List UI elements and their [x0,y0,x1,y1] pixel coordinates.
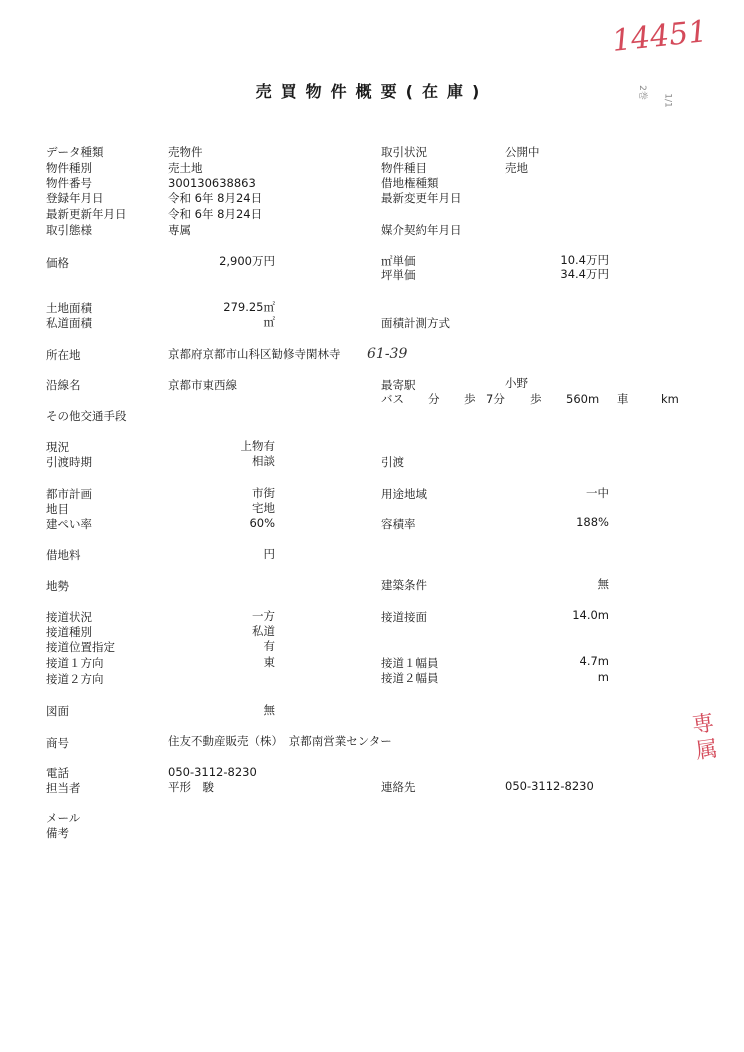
car-km-unit: km [661,392,679,406]
label-delivery-time: 引渡時期 [46,455,92,469]
label-drawing: 図面 [46,704,69,718]
label-other-transport: その他交通手段 [46,409,127,423]
value-tsubo-unit-price: 34.4万円 [560,267,609,281]
label-transaction-type: 取引態様 [46,223,92,237]
value-nearest-station: 小野 [505,376,528,390]
value-property-number: 300130638863 [168,176,256,190]
walk-distance: 560m [566,392,600,406]
value-person: 平形 駿 [168,780,214,794]
value-road-frontage: 14.0m [572,608,609,622]
label-person: 担当者 [46,781,81,795]
label-area-method: 面積計測方式 [381,316,450,330]
label-registered-date: 登録年月日 [46,191,104,205]
walk-label-1: 歩 [464,392,476,406]
value-data-type: 売物件 [168,145,203,159]
value-road2-width: m [597,670,609,684]
label-use-district: 用途地域 [381,487,427,501]
label-bus: バス [381,392,404,406]
label-road-status: 接道状況 [46,610,92,624]
value-drawing: 無 [263,703,275,717]
value-land-area: 279.25㎡ [223,300,275,314]
label-terrain: 地勢 [46,579,69,593]
label-road2-direction: 接道２方向 [46,672,104,686]
pencil-note-1: 2巻 [636,85,647,100]
value-use-district: 一中 [586,486,609,500]
page-title: 売買物件概要(在庫) [255,82,489,101]
value-floor-area-ratio: 188% [576,515,609,529]
label-brokerage-date: 媒介契約年月日 [381,223,462,237]
handwritten-mark: 専属 [690,710,720,765]
label-building-condition: 建築条件 [381,578,427,592]
label-road-frontage: 接道接面 [381,610,427,624]
label-email: メール [46,811,81,825]
label-city-planning: 都市計画 [46,487,92,501]
value-road1-width: 4.7m [579,654,609,668]
label-land-category: 地目 [46,502,69,516]
label-current-status: 現況 [46,440,69,454]
label-phone: 電話 [46,766,69,780]
label-sqm-unit-price: ㎡単価 [381,254,416,268]
value-road-type: 私道 [252,624,275,638]
label-tsubo-unit-price: 坪単価 [381,268,416,282]
label-line: 沿線名 [46,378,81,392]
label-nearest-station: 最寄駅 [381,378,416,392]
label-data-type: データ種類 [46,145,104,159]
label-contact: 連絡先 [381,780,416,794]
pencil-note-2: 1/1 [662,93,673,108]
value-land-rent: 円 [263,547,275,561]
value-line: 京都市東西線 [168,378,237,392]
value-location: 京都府京都市山科区勧修寺閑林寺 [168,347,341,361]
handwritten-number: 14451 [610,14,709,59]
bus-minutes-unit: 分 [428,392,440,406]
label-land-area: 土地面積 [46,301,92,315]
label-land-rent: 借地料 [46,548,81,562]
handwritten-lot-number: 61-39 [367,346,408,362]
label-property-category: 物件種別 [46,161,92,175]
value-transaction-status: 公開中 [505,145,540,159]
value-road-designation: 有 [263,639,275,653]
value-road1-direction: 東 [263,655,275,669]
label-price: 価格 [46,256,69,270]
value-sqm-unit-price: 10.4万円 [560,253,609,267]
label-updated-date: 最新更新年月日 [46,207,127,221]
label-delivery: 引渡 [381,455,404,469]
label-coverage-ratio: 建ぺい率 [46,517,92,531]
label-road2-width: 接道２幅員 [381,671,439,685]
value-property-category: 売土地 [168,161,203,175]
value-transaction-type: 専属 [168,223,191,237]
label-trade-name: 商号 [46,736,69,750]
label-road-type: 接道種別 [46,625,92,639]
label-floor-area-ratio: 容積率 [381,517,416,531]
walk-minutes: 7分 [486,392,505,406]
label-road-designation: 接道位置指定 [46,640,115,654]
value-building-condition: 無 [597,577,609,591]
value-registered-date: 令和 6年 8月24日 [168,191,263,205]
value-contact: 050-3112-8230 [505,779,594,793]
label-location: 所在地 [46,348,81,362]
value-private-road-area: ㎡ [263,315,275,329]
label-property-item: 物件種目 [381,161,427,175]
label-transaction-status: 取引状況 [381,145,427,159]
label-private-road-area: 私道面積 [46,316,92,330]
value-updated-date: 令和 6年 8月24日 [168,207,263,221]
value-phone: 050-3112-8230 [168,765,257,779]
value-price: 2,900万円 [219,254,275,268]
value-property-item: 売地 [505,161,528,175]
value-road-status: 一方 [252,609,275,623]
value-trade-name: 住友不動産販売（株） 京都南営業センター [168,734,392,748]
label-road1-width: 接道１幅員 [381,656,439,670]
label-property-number: 物件番号 [46,176,92,190]
label-change-date: 最新変更年月日 [381,191,462,205]
value-current-status: 上物有 [240,439,275,453]
walk-label-2: 歩 [530,392,542,406]
label-road1-direction: 接道１方向 [46,656,104,670]
label-remarks: 備考 [46,826,69,840]
value-delivery-time: 相談 [252,454,275,468]
value-city-planning: 市街 [252,486,275,500]
value-coverage-ratio: 60% [249,516,275,530]
car-label: 車 [617,392,629,406]
label-leasehold-type: 借地権種類 [381,176,439,190]
value-land-category: 宅地 [252,501,275,515]
